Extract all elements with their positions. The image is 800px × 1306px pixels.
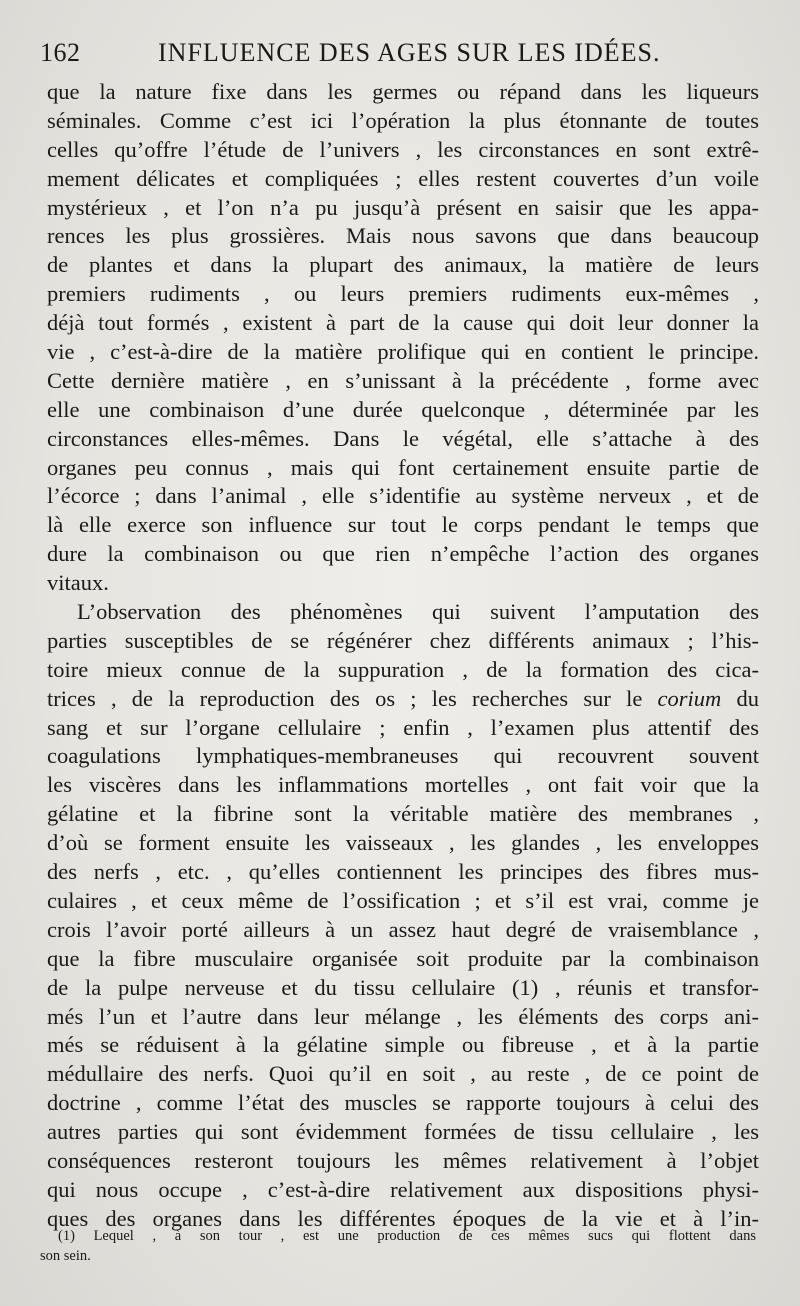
text-line: parties susceptibles de se régénérer chez différents animaux ; l’his- <box>47 627 759 653</box>
text-line: L’observation des phénomènes qui suivent l’amputation des <box>77 599 759 625</box>
text-line: là elle exerce son influence sur tout le corps pendant le temps que <box>47 512 759 538</box>
text-line: circonstances elles-mêmes. Dans le végétal, elle s’attache à des <box>47 425 759 451</box>
footnote-line: son sein. <box>40 1248 91 1264</box>
text-line: més l’un et l’autre dans leur mélange , les éléments des corps ani- <box>47 1003 759 1029</box>
text-line: ques des organes dans les différentes époques de la vie et à l’in- <box>47 1205 759 1231</box>
text-line: premiers rudiments , ou leurs premiers rudiments eux-mêmes , <box>47 281 759 307</box>
body-text <box>47 78 759 1234</box>
text-line: crois l’avoir porté ailleurs à un assez haut degré de vraisemblance , <box>47 916 759 942</box>
running-head <box>40 38 760 74</box>
text-line: celles qu’offre l’étude de l’univers , les circonstances en sont extrê- <box>47 136 759 162</box>
text-line: l’écorce ; dans l’animal , elle s’identifie au système nerveux , et de <box>47 483 759 509</box>
text-line: organes peu connus , mais qui font certainement ensuite partie de <box>47 454 759 480</box>
text-line: vie , c’est-à-dire de la matière prolifique qui en contient le principe. <box>47 339 759 365</box>
text-line: rences les plus grossières. Mais nous savons que dans beaucoup <box>47 223 759 249</box>
text-line: Cette dernière matière , en s’unissant à la précédente , forme avec <box>47 367 759 393</box>
text-line: vitaux. <box>47 570 109 596</box>
text-line: médullaire des nerfs. Quoi qu’il en soit , au reste , de ce point de <box>47 1061 759 1087</box>
text-line: més se réduisent à la gélatine simple ou fibreuse , et à la partie <box>47 1032 759 1058</box>
text-line: de plantes et dans la plupart des animaux, la matière de leurs <box>47 252 759 278</box>
text-line: les viscères dans les inflammations mortelles , ont fait voir que la <box>47 772 759 798</box>
text-line: toire mieux connue de la suppuration , de la formation des cica- <box>47 656 759 682</box>
running-title: INFLUENCE DES AGES SUR LES IDÉES. <box>158 38 661 67</box>
text-line: culaires , et ceux même de l’ossification ; et s’il est vrai, comme je <box>47 887 759 913</box>
text-line: gélatine et la fibrine sont la véritable matière des membranes , <box>47 801 759 827</box>
text-line: coagulations lymphatiques-membraneuses qui recouvrent souvent <box>47 743 759 769</box>
page-number: 162 <box>40 38 81 67</box>
text-line: séminales. Comme c’est ici l’opération la plus étonnante de toutes <box>47 107 759 133</box>
text-line: autres parties qui sont évidemment formées de tissu cellulaire , les <box>47 1119 759 1145</box>
text-line: de la pulpe nerveuse et du tissu cellulaire (1) , réunis et transfor- <box>47 974 759 1000</box>
text-line: d’où se forment ensuite les vaisseaux , les glandes , les enveloppes <box>47 830 759 856</box>
text-line: que la nature fixe dans les germes ou répand dans les liqueurs <box>47 79 759 104</box>
footnote-line: (1) Lequel , à son tour , est une production de ces mêmes sucs qui flottent dans <box>58 1228 756 1244</box>
footnotes <box>40 1226 756 1266</box>
text-line: déjà tout formés , existent à part de la cause qui doit leur donner la <box>47 310 759 336</box>
text-line: que la fibre musculaire organisée soit produite par la combinaison <box>47 945 759 971</box>
text-line: qui nous occupe , c’est-à-dire relativement aux dispositions physi- <box>47 1176 759 1202</box>
text-line: mement délicates et compliquées ; elles restent couvertes d’un voile <box>47 165 759 191</box>
text-line: sang et sur l’organe cellulaire ; enfin , l’examen plus attentif des <box>47 714 759 740</box>
text-line: mystérieux , et l’on n’a pu jusqu’à présent en saisir que les appa- <box>47 194 759 220</box>
text-line: elle une combinaison d’une durée quelconque , déterminée par les <box>47 396 759 422</box>
text-line: conséquences resteront toujours les mêmes relativement à l’objet <box>47 1147 759 1173</box>
text-line: trices , de la reproduction des os ; les recherches sur le corium du <box>47 685 759 711</box>
text-line: doctrine , comme l’état des muscles se rapporte toujours à celui des <box>47 1090 759 1116</box>
text-line: des nerfs , etc. , qu’elles contiennent les principes des fibres mus- <box>47 859 759 885</box>
text-line: dure la combinaison ou que rien n’empêche l’action des organes <box>47 541 759 567</box>
